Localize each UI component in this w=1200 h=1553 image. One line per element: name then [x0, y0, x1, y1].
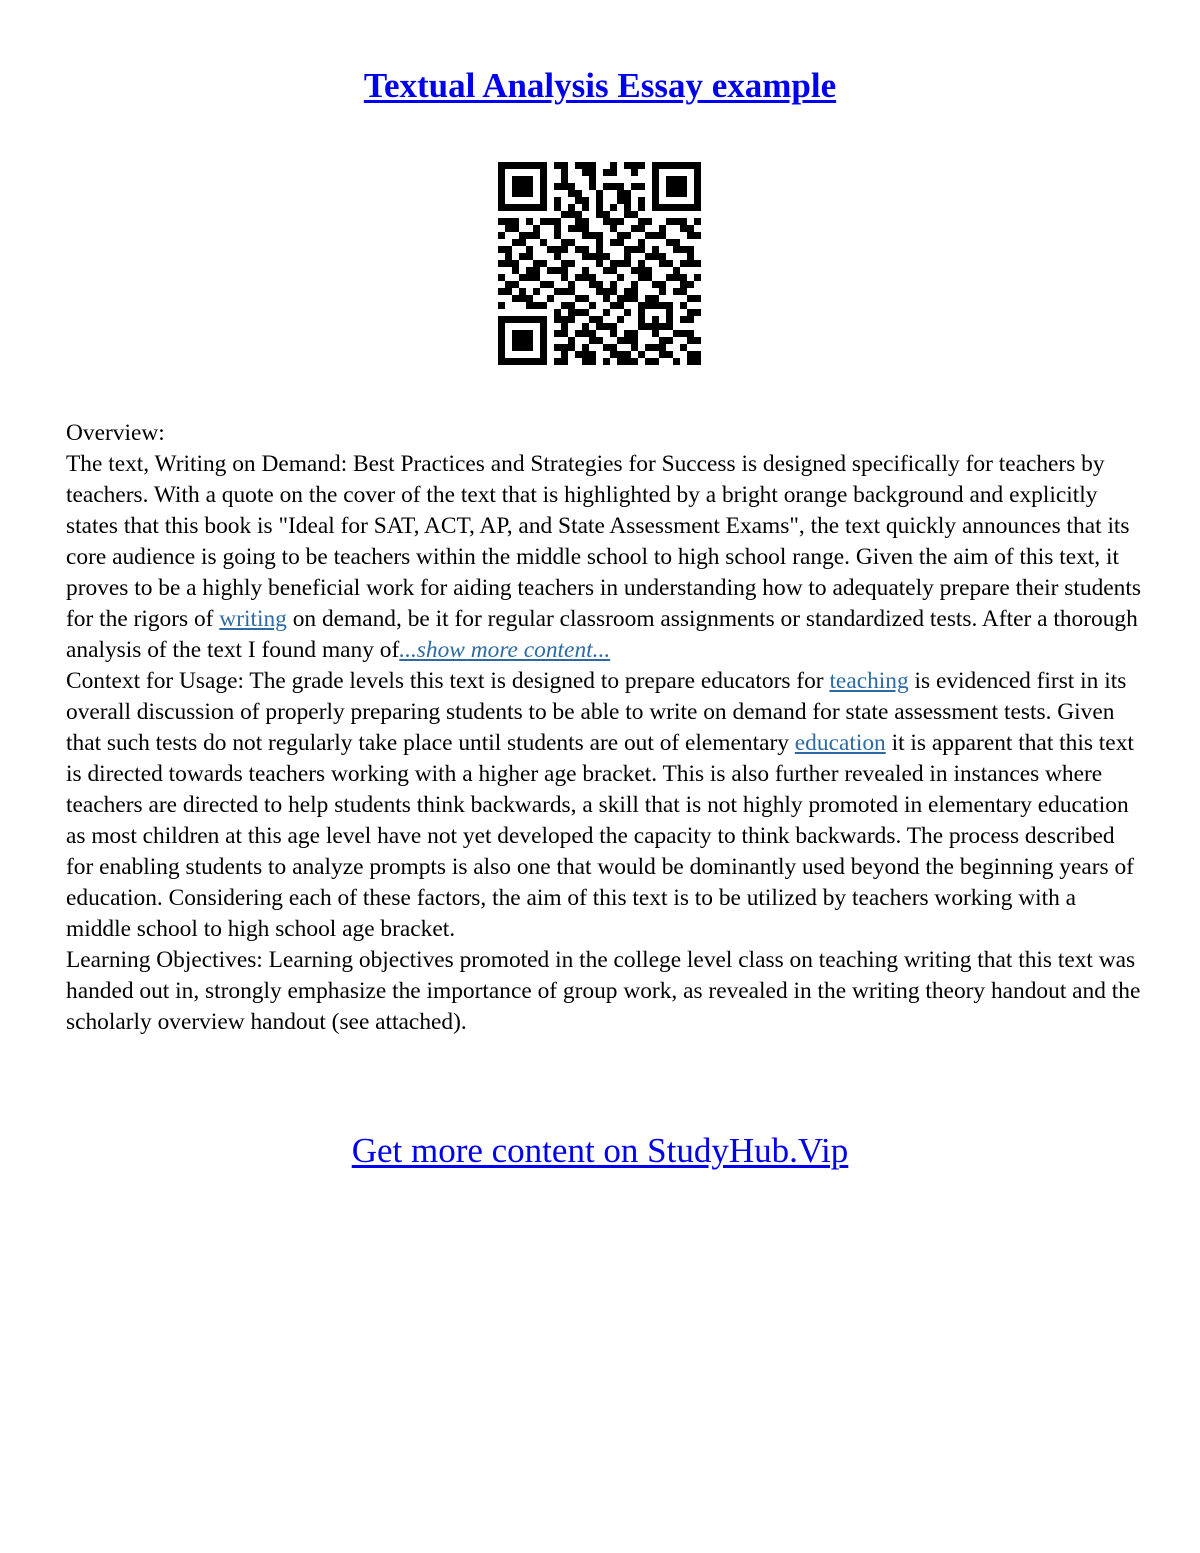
- studyhub-link[interactable]: Get more content on StudyHub.Vip: [351, 1131, 849, 1170]
- essay-body: [66, 418, 1146, 1038]
- context-paragraph: [66, 666, 1146, 945]
- show-more-link[interactable]: ...show more content...: [399, 637, 611, 663]
- title-link[interactable]: Textual Analysis Essay example: [363, 66, 837, 105]
- qr-code-image: [498, 162, 701, 365]
- overview-text-continued: on demand, be it for regular classroom assignments or standardized tests. After a thorough analysis of the text I found many of: [66, 606, 1138, 663]
- writing-link[interactable]: writing: [219, 606, 287, 632]
- overview-text: The text, Writing on Demand: Best Practices and Strategies for Success is designed specifically for teachers by teachers. With a quote on the cover of the text that is highlighted by a bright orange background and explicitly states that this book is "Ideal for SAT, ACT, AP, and State Assessment Exams", the text quickly announces that its core audience is going to be teachers within the middle school to high school range. Given the aim of this text, it proves to be a highly beneficial work for aiding teachers in understanding how to adequately prepare their students for the rigors of: [66, 451, 1141, 632]
- footer: [0, 1128, 1200, 1174]
- education-link[interactable]: education: [794, 730, 886, 756]
- document-title: [0, 62, 1200, 110]
- overview-heading: Overview:: [66, 420, 165, 446]
- objectives-paragraph: Learning Objectives: Learning objectives promoted in the college level class on teaching writing that this text was handed out in, strongly emphasize the importance of group work, as revealed in the writing theory handout and the scholarly overview handout (see attached).: [66, 947, 1141, 1035]
- context-text-2: is evidenced first in its overall discussion of properly preparing students to be able to write on demand for state assessment tests. Given that such tests do not regularly take place until students are out of elementary: [66, 668, 1127, 756]
- overview-paragraph: [66, 449, 1146, 666]
- context-text-3: it is apparent that this text is directed towards teachers working with a higher age bracket. This is also further revealed in instances where teachers are directed to help students think backwards, a skill that is not highly promoted in elementary education as most children at this age level have not yet developed the capacity to think backwards. The process described for enabling students to analyze prompts is also one that would be dominantly used beyond the beginning years of education. Considering each of these factors, the aim of this text is to be utilized by teachers working with a middle school to high school age bracket.: [66, 730, 1134, 942]
- context-text-1: Context for Usage: The grade levels this text is designed to prepare educators for: [66, 668, 830, 694]
- teaching-link[interactable]: teaching: [829, 668, 909, 694]
